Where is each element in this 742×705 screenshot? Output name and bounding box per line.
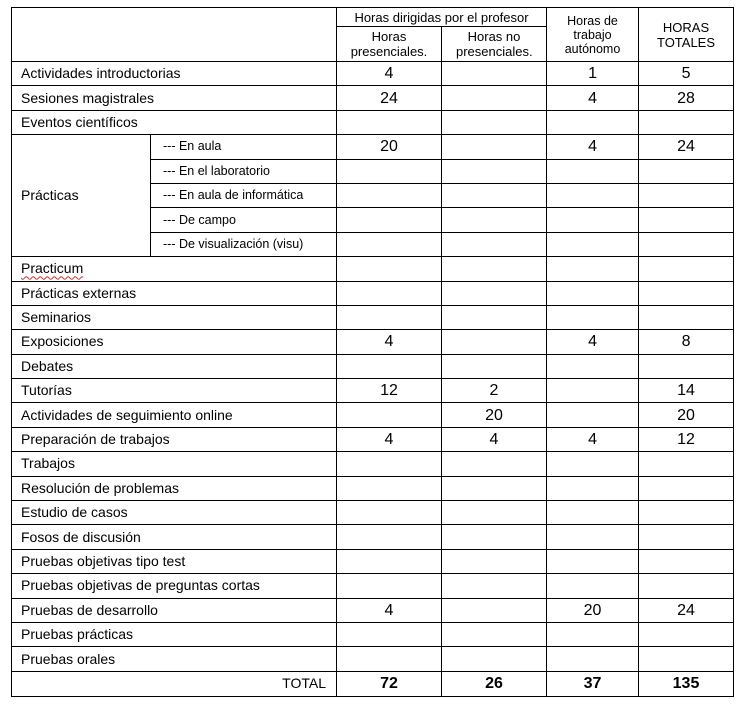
cell-total — [639, 232, 734, 256]
cell-no-presenciales: 4 — [442, 427, 547, 451]
table-row — [12, 476, 734, 500]
row-label: Estudio de casos — [12, 501, 337, 525]
cell-no-presenciales — [442, 501, 547, 525]
sub-row-label: --- En aula — [151, 135, 337, 159]
cell-presenciales: 12 — [337, 379, 442, 403]
total-presenciales: 72 — [337, 671, 442, 696]
cell-autonomo — [547, 525, 639, 549]
table-row — [12, 86, 734, 110]
cell-autonomo: 4 — [547, 427, 639, 451]
cell-presenciales — [337, 208, 442, 232]
cell-presenciales — [337, 647, 442, 671]
cell-presenciales — [337, 110, 442, 134]
cell-presenciales — [337, 159, 442, 183]
cell-no-presenciales — [442, 135, 547, 159]
row-label: Resolución de problemas — [12, 476, 337, 500]
cell-presenciales — [337, 281, 442, 305]
table-row — [12, 525, 734, 549]
cell-presenciales — [337, 525, 442, 549]
cell-presenciales: 20 — [337, 135, 442, 159]
cell-no-presenciales — [442, 549, 547, 573]
cell-presenciales: 24 — [337, 86, 442, 110]
cell-no-presenciales — [442, 183, 547, 207]
table-row — [12, 647, 734, 671]
cell-no-presenciales — [442, 86, 547, 110]
cell-total: 28 — [639, 86, 734, 110]
cell-no-presenciales — [442, 452, 547, 476]
cell-autonomo — [547, 622, 639, 646]
cell-autonomo — [547, 403, 639, 427]
table-row — [12, 305, 734, 329]
cell-autonomo — [547, 379, 639, 403]
cell-total — [639, 574, 734, 598]
table-row — [12, 403, 734, 427]
cell-presenciales — [337, 305, 442, 329]
cell-no-presenciales — [442, 110, 547, 134]
cell-autonomo — [547, 549, 639, 573]
cell-presenciales — [337, 549, 442, 573]
cell-autonomo — [547, 110, 639, 134]
row-label: Actividades de seguimiento online — [12, 403, 337, 427]
cell-no-presenciales — [442, 257, 547, 281]
row-label: Pruebas objetivas de preguntas cortas — [12, 574, 337, 598]
cell-presenciales — [337, 232, 442, 256]
cell-presenciales — [337, 354, 442, 378]
total-no-presenciales: 26 — [442, 671, 547, 696]
cell-no-presenciales — [442, 598, 547, 622]
cell-autonomo — [547, 501, 639, 525]
cell-total: 24 — [639, 135, 734, 159]
cell-autonomo: 1 — [547, 62, 639, 86]
header-horas-totales: HORAS TOTALES — [639, 8, 734, 62]
row-label-practicas: Prácticas — [12, 135, 151, 257]
cell-total — [639, 110, 734, 134]
cell-total: 14 — [639, 379, 734, 403]
cell-total — [639, 257, 734, 281]
table-row — [12, 622, 734, 646]
table-row — [12, 354, 734, 378]
cell-total — [639, 305, 734, 329]
cell-autonomo — [547, 183, 639, 207]
sub-row-label: --- De campo — [151, 208, 337, 232]
cell-no-presenciales — [442, 622, 547, 646]
table-row — [12, 427, 734, 451]
header-presenciales: Horas presenciales. — [337, 27, 442, 62]
total-row — [12, 671, 734, 696]
row-label: Pruebas prácticas — [12, 622, 337, 646]
row-label: Seminarios — [12, 305, 337, 329]
cell-total: 24 — [639, 598, 734, 622]
row-label — [12, 257, 337, 281]
cell-presenciales — [337, 452, 442, 476]
cell-total — [639, 452, 734, 476]
cell-total — [639, 354, 734, 378]
header-no-presenciales: Horas no presenciales. — [442, 27, 547, 62]
table-row — [12, 452, 734, 476]
cell-total — [639, 525, 734, 549]
cell-total — [639, 281, 734, 305]
cell-autonomo — [547, 354, 639, 378]
cell-no-presenciales — [442, 232, 547, 256]
table-row — [12, 257, 734, 281]
row-label: Pruebas de desarrollo — [12, 598, 337, 622]
cell-autonomo — [547, 647, 639, 671]
cell-autonomo — [547, 232, 639, 256]
cell-autonomo — [547, 452, 639, 476]
row-label: Tutorías — [12, 379, 337, 403]
cell-no-presenciales — [442, 159, 547, 183]
cell-presenciales — [337, 622, 442, 646]
cell-presenciales — [337, 257, 442, 281]
table-row — [12, 549, 734, 573]
row-label: Fosos de discusión — [12, 525, 337, 549]
cell-presenciales: 4 — [337, 330, 442, 354]
cell-total: 12 — [639, 427, 734, 451]
row-label: Trabajos — [12, 452, 337, 476]
row-label: Sesiones magistrales — [12, 86, 337, 110]
cell-total — [639, 159, 734, 183]
row-label: Pruebas objetivas tipo test — [12, 549, 337, 573]
cell-total — [639, 208, 734, 232]
cell-no-presenciales — [442, 208, 547, 232]
cell-presenciales — [337, 403, 442, 427]
cell-presenciales: 4 — [337, 427, 442, 451]
table-row — [12, 62, 734, 86]
cell-no-presenciales — [442, 281, 547, 305]
table-row — [12, 281, 734, 305]
cell-total — [639, 476, 734, 500]
table-row — [12, 598, 734, 622]
row-label: Actividades introductorias — [12, 62, 337, 86]
cell-presenciales — [337, 501, 442, 525]
cell-autonomo — [547, 476, 639, 500]
cell-autonomo: 20 — [547, 598, 639, 622]
header-trabajo-autonomo: Horas de trabajo autónomo — [547, 8, 639, 62]
cell-no-presenciales: 2 — [442, 379, 547, 403]
practicum-label: Practicum — [21, 260, 84, 277]
row-label: Debates — [12, 354, 337, 378]
cell-no-presenciales — [442, 62, 547, 86]
cell-presenciales: 4 — [337, 62, 442, 86]
row-label: Exposiciones — [12, 330, 337, 354]
cell-autonomo: 4 — [547, 86, 639, 110]
sub-row-label: --- En el laboratorio — [151, 159, 337, 183]
cell-autonomo — [547, 305, 639, 329]
table-row — [12, 379, 734, 403]
table-row — [12, 110, 734, 134]
cell-autonomo — [547, 257, 639, 281]
hours-table — [11, 7, 734, 697]
cell-autonomo: 4 — [547, 135, 639, 159]
cell-no-presenciales — [442, 330, 547, 354]
cell-no-presenciales — [442, 647, 547, 671]
cell-total: 8 — [639, 330, 734, 354]
cell-autonomo — [547, 574, 639, 598]
table-row — [12, 135, 734, 159]
table-row — [12, 501, 734, 525]
cell-presenciales: 4 — [337, 598, 442, 622]
cell-total — [639, 501, 734, 525]
row-label: Preparación de trabajos — [12, 427, 337, 451]
cell-presenciales — [337, 574, 442, 598]
cell-autonomo — [547, 281, 639, 305]
cell-no-presenciales — [442, 525, 547, 549]
cell-total: 20 — [639, 403, 734, 427]
cell-autonomo — [547, 208, 639, 232]
table-row — [12, 574, 734, 598]
row-label: Pruebas orales — [12, 647, 337, 671]
sub-row-label: --- En aula de informática — [151, 183, 337, 207]
header-group-profesor: Horas dirigidas por el profesor — [337, 8, 547, 27]
cell-no-presenciales — [442, 476, 547, 500]
total-autonomo: 37 — [547, 671, 639, 696]
header-empty-cell — [12, 8, 337, 62]
total-label: TOTAL — [12, 671, 337, 696]
cell-no-presenciales — [442, 354, 547, 378]
cell-autonomo — [547, 159, 639, 183]
row-label: Prácticas externas — [12, 281, 337, 305]
cell-total — [639, 647, 734, 671]
cell-total — [639, 549, 734, 573]
sub-row-label: --- De visualización (visu) — [151, 232, 337, 256]
cell-no-presenciales — [442, 305, 547, 329]
cell-presenciales — [337, 476, 442, 500]
cell-no-presenciales: 20 — [442, 403, 547, 427]
cell-autonomo: 4 — [547, 330, 639, 354]
cell-no-presenciales — [442, 574, 547, 598]
total-horas: 135 — [639, 671, 734, 696]
cell-total — [639, 183, 734, 207]
row-label: Eventos científicos — [12, 110, 337, 134]
cell-total — [639, 622, 734, 646]
cell-presenciales — [337, 183, 442, 207]
table-row — [12, 330, 734, 354]
cell-total: 5 — [639, 62, 734, 86]
